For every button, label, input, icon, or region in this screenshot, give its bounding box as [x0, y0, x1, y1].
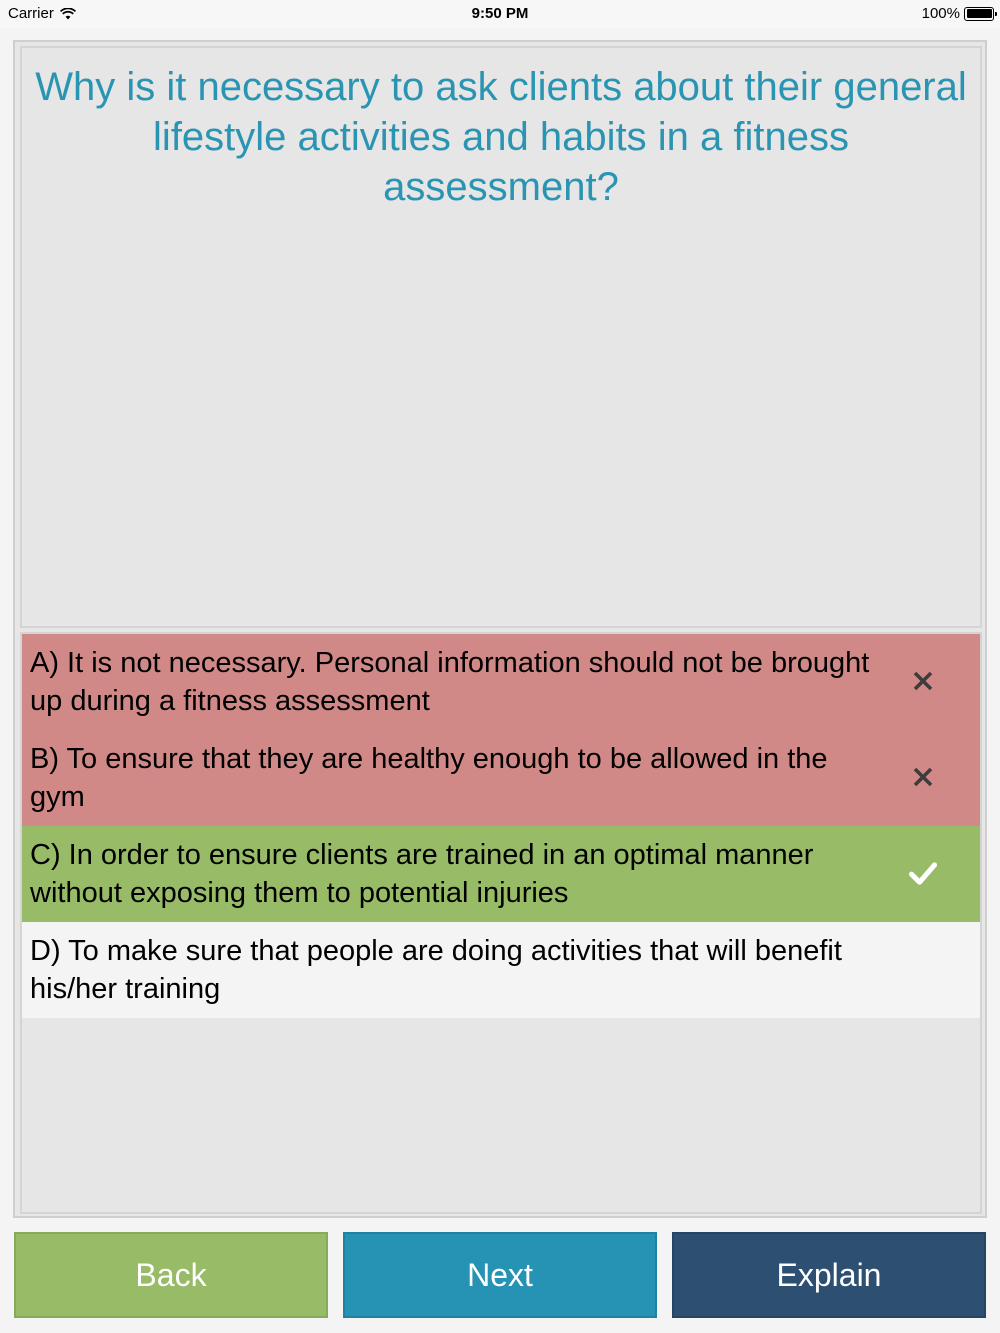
answer-option-b[interactable]	[22, 730, 980, 826]
quiz-panel	[13, 40, 987, 1218]
battery-percent: 100%	[921, 5, 960, 22]
wifi-icon	[60, 8, 76, 20]
x-icon	[910, 668, 936, 694]
answer-list	[20, 632, 982, 1214]
answer-label: C) In order to ensure clients are trained in an optimal manner without exposing them to potential injuries	[30, 839, 814, 909]
answer-label: B) To ensure that they are healthy enough to be allowed in the gym	[30, 743, 828, 813]
status-time: 9:50 PM	[471, 5, 529, 22]
carrier-label: Carrier	[8, 5, 54, 22]
next-button[interactable]: Next	[343, 1232, 657, 1318]
battery-indicator	[922, 5, 994, 22]
x-icon	[910, 764, 936, 790]
explain-button[interactable]: Explain	[672, 1232, 986, 1318]
carrier-indicator	[8, 5, 76, 22]
battery-icon	[964, 7, 994, 21]
answer-label: D) To make sure that people are doing activities that will benefit his/her training	[30, 935, 842, 1005]
answer-option-d[interactable]	[22, 922, 980, 1018]
checkmark-icon	[908, 858, 938, 888]
question-box	[20, 46, 982, 628]
answer-option-a[interactable]	[22, 634, 980, 730]
question-text: Why is it necessary to ask clients about their general lifestyle activities and habits in a fitness assessment?	[35, 65, 967, 209]
answer-label: A) It is not necessary. Personal information should not be brought up during a fitness assessment	[30, 647, 870, 717]
status-bar	[0, 0, 1000, 28]
answer-option-c[interactable]	[22, 826, 980, 922]
back-button[interactable]: Back	[14, 1232, 328, 1318]
